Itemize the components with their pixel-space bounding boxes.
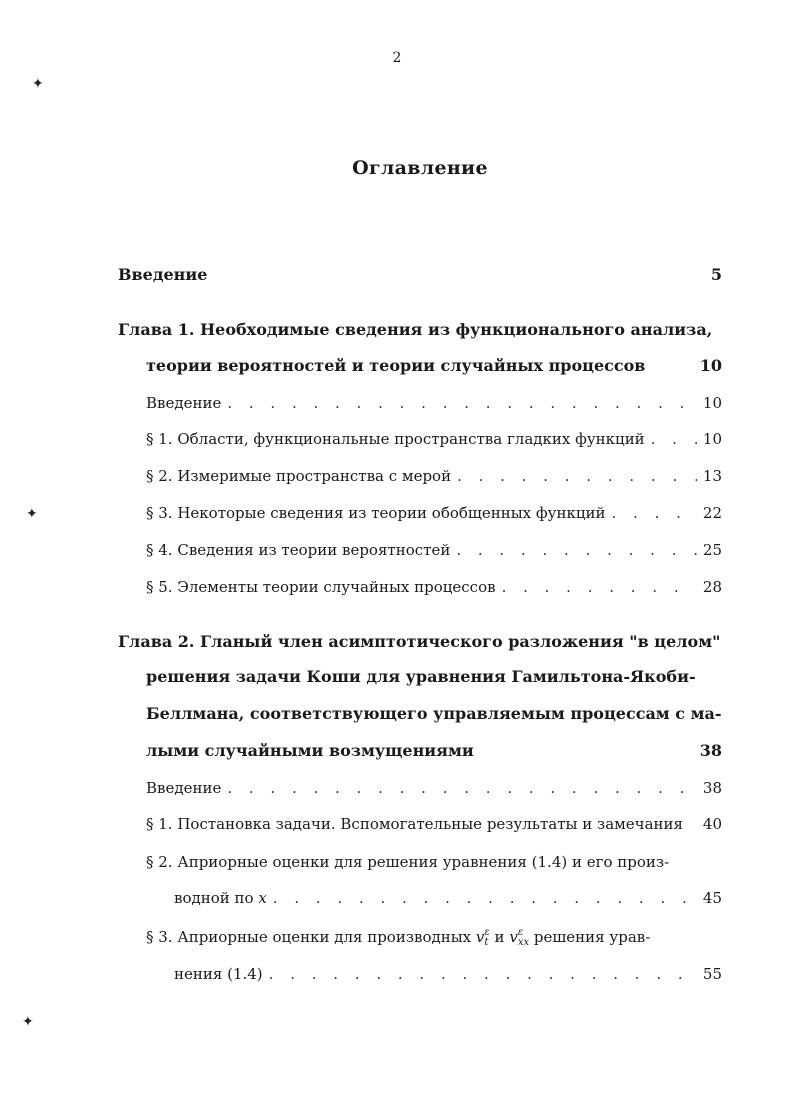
toc-item-label: § 2. Априорные оценки для решения уравнения (1.4) и его произ-	[146, 853, 670, 871]
leader-dots	[651, 430, 697, 448]
toc-chapter2-title-line2[interactable]: решения задачи Коши для уравнения Гамильтона-Якоби-	[146, 667, 696, 686]
leader-dots	[502, 578, 697, 596]
toc-intro-page: 5	[710, 265, 722, 284]
scan-speck: ✦	[26, 506, 38, 522]
leader-dots	[273, 889, 697, 907]
label-tail: решения урав-	[533, 928, 651, 946]
label-text: § 3. Априорные оценки для производных	[146, 928, 472, 946]
toc-item-label: § 1. Постановка задачи. Вспомогательные результаты и замечания	[146, 815, 683, 833]
toc-item[interactable]	[146, 815, 722, 833]
toc-item-label: Введение	[146, 394, 222, 412]
toc-item-page: 28	[702, 578, 722, 596]
page-title: Оглавление	[352, 157, 488, 179]
toc-chapter1-page: 10	[699, 356, 722, 375]
math-var-x: x	[258, 889, 267, 907]
leader-dots	[227, 779, 697, 797]
toc-item-label: § 4. Сведения из теории вероятностей	[146, 541, 451, 559]
sup-eps: ε	[517, 927, 524, 938]
toc-chapter2-title-line4[interactable]: лыми случайными возмущениями	[146, 741, 474, 760]
math-v: v	[475, 928, 485, 946]
toc-item-continuation[interactable]	[174, 889, 722, 907]
math-v-xx	[509, 928, 529, 946]
toc-item-page: 38	[702, 779, 722, 797]
toc-item[interactable]	[146, 779, 722, 797]
toc-item[interactable]	[146, 578, 722, 596]
leader-dots	[456, 541, 697, 559]
toc-item-label: § 1. Области, функциональные пространства гладких функций	[146, 430, 645, 448]
toc-item-page: 10	[702, 430, 722, 448]
toc-item-label: § 3. Некоторые сведения из теории обобщенных функций	[146, 504, 606, 522]
leader-dots	[227, 394, 697, 412]
toc-item-continuation[interactable]	[174, 965, 722, 983]
toc-intro-label[interactable]: Введение	[118, 265, 208, 284]
toc-item-label: § 2. Измеримые пространства с мерой	[146, 467, 452, 485]
leader-dots	[269, 965, 697, 983]
sup-eps: ε	[484, 927, 490, 938]
toc-item-page: 55	[702, 965, 722, 983]
toc-chapter1-title-line2[interactable]: теории вероятностей и теории случайных процессов	[146, 356, 646, 375]
toc-chapter2-page: 38	[699, 741, 722, 760]
toc-chapter2-title-line3[interactable]: Беллмана, соответствующего управляемым процессам с ма-	[146, 704, 722, 723]
toc-item-line[interactable]	[146, 853, 722, 871]
toc-item[interactable]	[146, 467, 722, 485]
leader-dots	[612, 504, 697, 522]
label-mid: и	[494, 928, 505, 946]
toc-item-page: 10	[702, 394, 722, 412]
toc-item-label	[146, 928, 650, 948]
math-v-t	[476, 928, 490, 946]
toc-item[interactable]	[146, 430, 722, 448]
toc-item-page: 13	[702, 467, 722, 485]
toc-item-label-cont	[174, 889, 267, 907]
toc-item-page: 22	[702, 504, 722, 522]
scan-speck: ✦	[22, 1014, 34, 1030]
toc-item-page: 25	[702, 541, 722, 559]
toc-item[interactable]	[146, 504, 722, 522]
sub-xx: xx	[517, 937, 530, 948]
toc-item-page: 45	[702, 889, 722, 907]
toc-item-label: § 5. Элементы теории случайных процессов	[146, 578, 496, 596]
toc-item[interactable]	[146, 541, 722, 559]
toc-item-line[interactable]	[146, 928, 722, 948]
toc-item-label: Введение	[146, 779, 222, 797]
toc-item[interactable]	[146, 394, 722, 412]
toc-item-page: 40	[702, 815, 722, 833]
label-cont-text: водной по	[174, 889, 254, 907]
page-number: 2	[392, 50, 402, 66]
sub-t: t	[484, 937, 489, 948]
math-v: v	[509, 928, 518, 946]
toc-chapter2-title-line1[interactable]: Глава 2. Гланый член асимптотического разложения "в целом"	[118, 632, 721, 651]
toc-chapter1-title-line1[interactable]: Глава 1. Необходимые сведения из функционального анализа,	[118, 320, 713, 339]
toc-item-label-cont: нения (1.4)	[174, 965, 263, 983]
scan-speck: ✦	[32, 76, 44, 92]
leader-dots	[457, 467, 697, 485]
